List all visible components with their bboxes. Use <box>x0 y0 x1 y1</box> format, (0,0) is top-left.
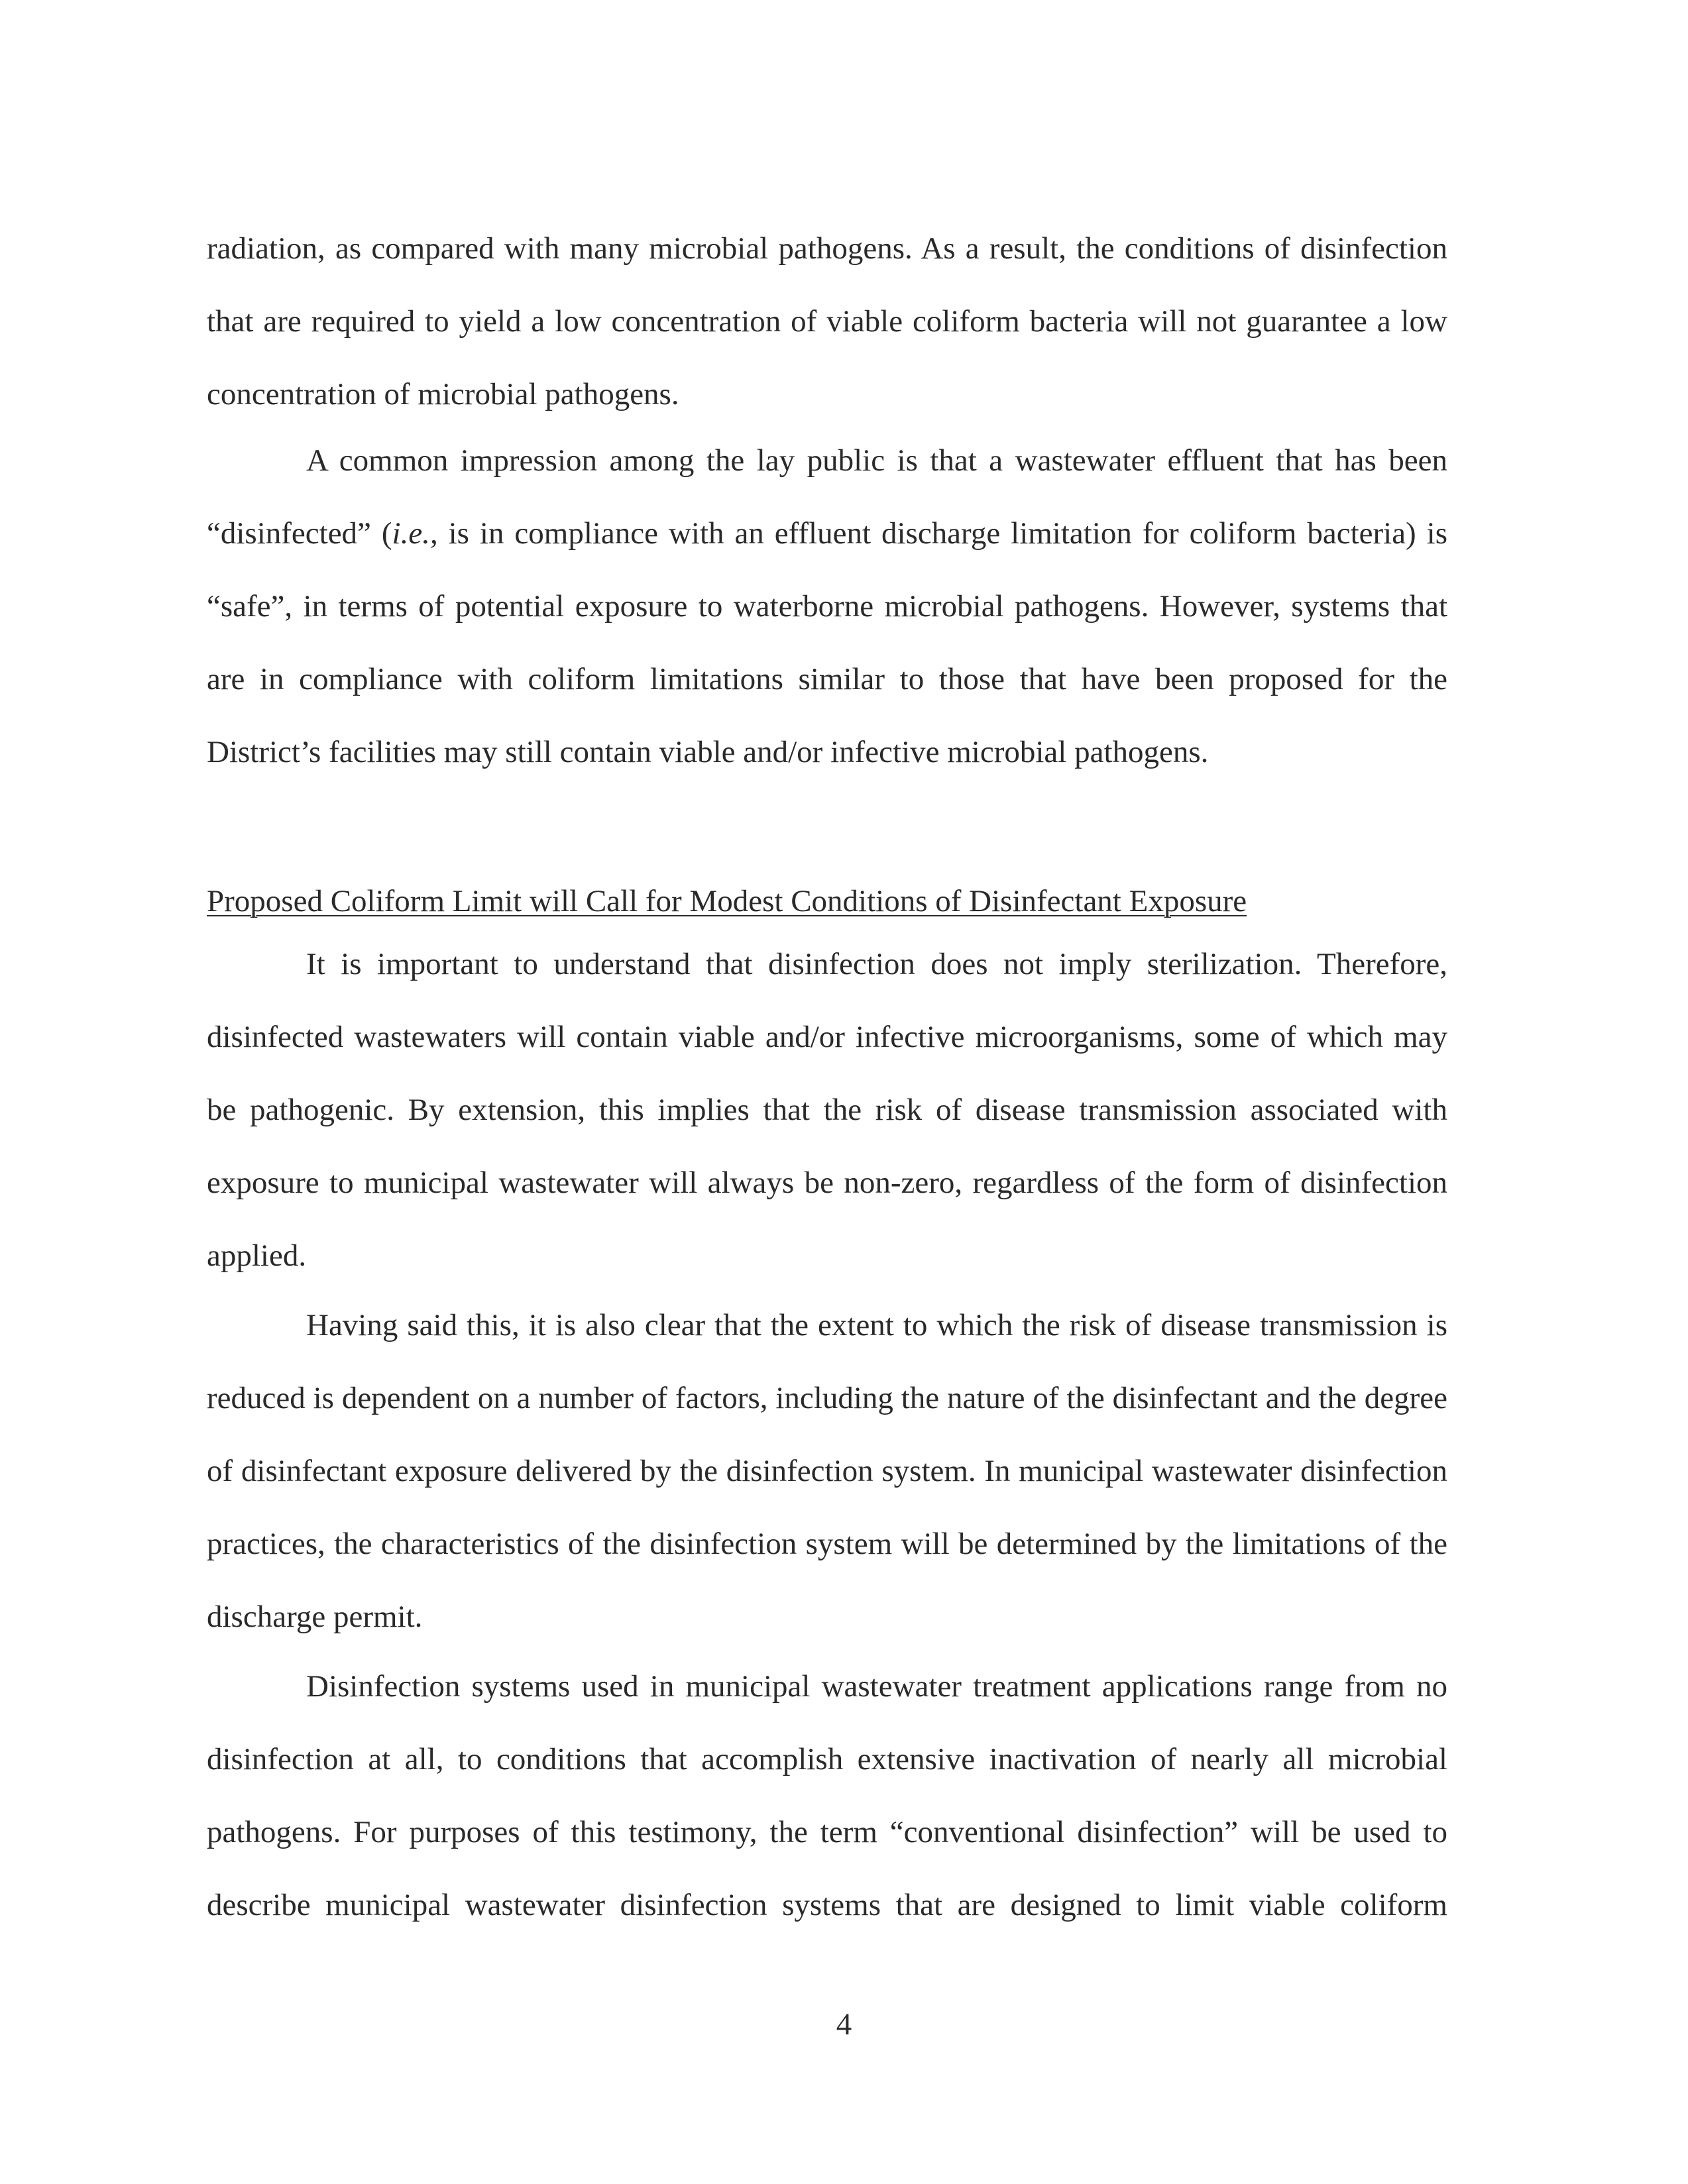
paragraph-lay-public-part-1: A common impression among the lay public is that a wastewater effluent that has been “disinfected” ( <box>207 443 1447 551</box>
paragraph-continuation: radiation, as compared with many microbial pathogens. As a result, the conditions of disinfection that are required to yield a low concentration of viable coliform bacteria will not guarantee a low concentration of microbial pathogens. <box>207 231 1447 411</box>
paragraph-sterilization: It is important to understand that disinfection does not imply sterilization. Therefore, disinfected wastewaters will contain viable and/or infective microorganisms, some of which may be pathogenic. By extension, this implies that the risk of disease transmission associated with exposure to municipal wastewater will always be non-zero, regardless of the form of disinfection applied. <box>207 947 1447 1273</box>
page-number: 4 <box>836 2007 852 2042</box>
paragraph-lay-public-part-2: , is in compliance with an effluent discharge limitation for coliform bacteria) is “safe”, in terms of potential exposure to waterborne microbial pathogens. However, systems that are in compliance with coliform limitations similar to those that have been proposed for the District’s facilities may still contain viable and/or infective microbial pathogens. <box>207 516 1447 769</box>
paragraph-disinfection-systems: Disinfection systems used in municipal wastewater treatment applications range from no disinfection at all, to conditions that accomplish extensive inactivation of nearly all microbial pathogens. For purposes of this testimony, the term “conventional disinfection” will be used to describe municipal wastewater disinfection systems that are designed to limit viable coliform <box>207 1669 1447 1922</box>
paragraph-lay-public <box>207 424 1447 789</box>
section-heading: Proposed Coliform Limit will Call for Modest Conditions of Disinfectant Exposure <box>207 884 1247 918</box>
paragraph-risk-factors: Having said this, it is also clear that the extent to which the risk of disease transmission is reduced is dependent on a number of factors, including the nature of the disinfectant and the degree of disinfectant exposure delivered by the disinfection system. In municipal wastewater disinfection practices, the characteristics of the disinfection system will be determined by the limitations of the discharge permit. <box>207 1308 1447 1634</box>
italic-ie: i.e. <box>392 516 430 551</box>
